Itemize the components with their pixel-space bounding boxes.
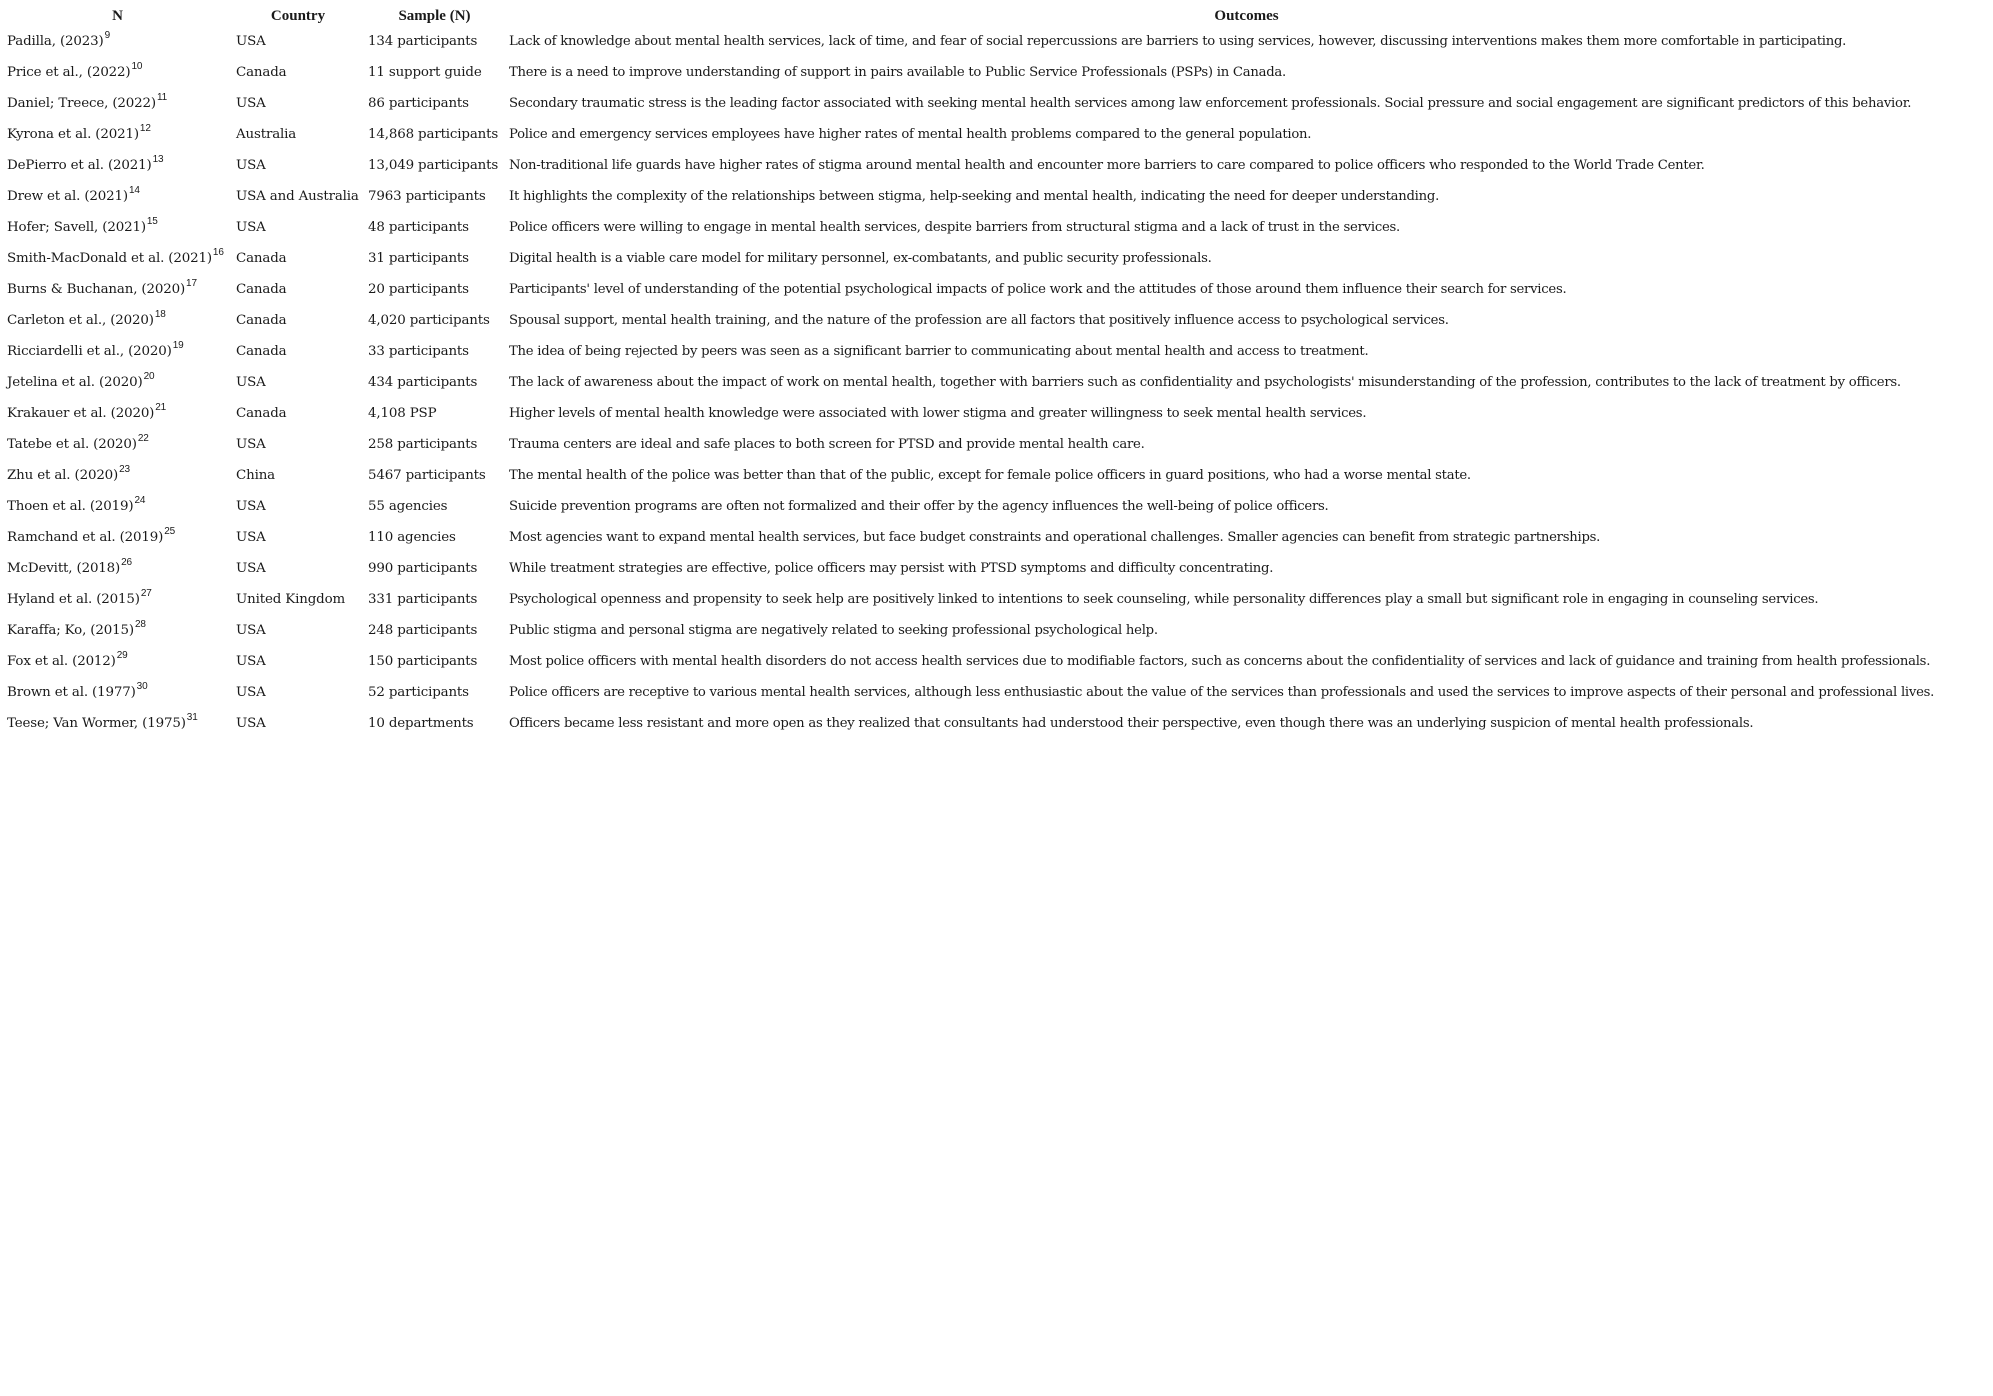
sample-cell: 110 agencies xyxy=(368,530,456,545)
outcome-cell: Digital health is a viable care model for military personnel, ex-combatants, and public security professionals. xyxy=(509,251,1212,266)
reference-number: 31 xyxy=(186,712,198,723)
reference-number: 28 xyxy=(134,619,146,630)
study-name: Price et al., (2022) xyxy=(7,65,131,80)
reference-number: 12 xyxy=(139,123,151,134)
reference-number: 19 xyxy=(172,340,184,351)
study-cell xyxy=(3,553,232,584)
reference-number: 18 xyxy=(154,309,166,320)
reference-number: 20 xyxy=(143,371,155,382)
sample-cell: 11 support guide xyxy=(368,65,482,80)
sample-cell: 258 participants xyxy=(368,437,478,452)
study-name: Burns & Buchanan, (2020) xyxy=(7,282,186,297)
outcome-cell: Participants' level of understanding of the potential psychological impacts of police work and the attitudes of those around them influence their search for services. xyxy=(509,282,1567,297)
study-cell xyxy=(3,274,232,305)
study-name: Ricciardelli et al., (2020) xyxy=(7,344,172,359)
outcome-cell: Public stigma and personal stigma are negatively related to seeking professional psychological help. xyxy=(509,623,1158,638)
country-cell: USA xyxy=(236,561,266,576)
table-row xyxy=(3,491,1988,522)
table-row xyxy=(3,181,1988,212)
sample-cell: 331 participants xyxy=(368,592,478,607)
reference-number: 16 xyxy=(212,247,224,258)
outcome-cell: Secondary traumatic stress is the leading factor associated with seeking mental health services among law enforcement professionals. Social pressure and social engagement are significant predictors of this behavior. xyxy=(509,96,1912,111)
study-cell xyxy=(3,708,232,739)
study-cell xyxy=(3,88,232,119)
country-cell: Canada xyxy=(236,65,287,80)
study-cell xyxy=(3,336,232,367)
reference-number: 25 xyxy=(164,526,176,537)
reference-number: 22 xyxy=(137,433,149,444)
table-row xyxy=(3,646,1988,677)
outcome-cell: There is a need to improve understanding of support in pairs available to Public Service Professionals (PSPs) in Canada. xyxy=(509,65,1286,80)
table-row xyxy=(3,212,1988,243)
country-cell: United Kingdom xyxy=(236,592,346,607)
table-row xyxy=(3,460,1988,491)
study-cell xyxy=(3,646,232,677)
reference-number: 14 xyxy=(128,185,140,196)
study-name: Daniel; Treece, (2022) xyxy=(7,96,156,111)
table-header xyxy=(3,6,1988,26)
country-cell: Canada xyxy=(236,406,287,421)
outcome-cell: While treatment strategies are effective, police officers may persist with PTSD symptoms and difficulty concentrating. xyxy=(509,561,1274,576)
study-name: Kyrona et al. (2021) xyxy=(7,127,139,142)
country-cell: USA and Australia xyxy=(236,189,359,204)
reference-number: 29 xyxy=(116,650,128,661)
reference-number: 21 xyxy=(155,402,167,413)
study-name: DePierro et al. (2021) xyxy=(7,158,152,173)
country-cell: Canada xyxy=(236,251,287,266)
study-cell xyxy=(3,491,232,522)
table-row xyxy=(3,150,1988,181)
table-row xyxy=(3,708,1988,739)
sample-cell: 134 participants xyxy=(368,34,478,49)
country-cell: USA xyxy=(236,220,266,235)
country-cell: USA xyxy=(236,375,266,390)
sample-cell: 14,868 participants xyxy=(368,127,499,142)
outcome-cell: Trauma centers are ideal and safe places to both screen for PTSD and provide mental health care. xyxy=(509,437,1145,452)
table-row xyxy=(3,305,1988,336)
country-cell: USA xyxy=(236,96,266,111)
outcome-cell: Most police officers with mental health disorders do not access health services due to modifiable factors, such as concerns about the confidentiality of services and lack of guidance and training from health professionals. xyxy=(509,654,1931,669)
table-row xyxy=(3,57,1988,88)
country-cell: USA xyxy=(236,654,266,669)
sample-cell: 7963 participants xyxy=(368,189,486,204)
country-cell: USA xyxy=(236,158,266,173)
study-cell xyxy=(3,677,232,708)
table-row xyxy=(3,429,1988,460)
outcome-cell: The mental health of the police was better than that of the public, except for female police officers in guard positions, who had a worse mental state. xyxy=(509,468,1471,483)
country-cell: Canada xyxy=(236,313,287,328)
table-row xyxy=(3,243,1988,274)
study-name: Karaffa; Ko, (2015) xyxy=(7,623,134,638)
study-cell xyxy=(3,26,232,57)
outcome-cell: Spousal support, mental health training, and the nature of the profession are all factors that positively influence access to psychological services. xyxy=(509,313,1449,328)
study-cell xyxy=(3,584,232,615)
reference-number: 11 xyxy=(156,92,168,103)
study-name: Zhu et al. (2020) xyxy=(7,468,119,483)
study-name: Smith-MacDonald et al. (2021) xyxy=(7,251,212,266)
outcome-cell: Police officers were willing to engage in mental health services, despite barriers from structural stigma and a lack of trust in the services. xyxy=(509,220,1400,235)
sample-cell: 4,020 participants xyxy=(368,313,490,328)
sample-cell: 150 participants xyxy=(368,654,478,669)
outcome-cell: The idea of being rejected by peers was seen as a significant barrier to communicating about mental health and access to treatment. xyxy=(509,344,1369,359)
header-row xyxy=(3,6,1988,26)
table-row xyxy=(3,615,1988,646)
study-cell xyxy=(3,212,232,243)
study-cell xyxy=(3,181,232,212)
outcome-cell: Higher levels of mental health knowledge were associated with lower stigma and greater willingness to seek mental health services. xyxy=(509,406,1367,421)
table-row xyxy=(3,398,1988,429)
reference-number: 30 xyxy=(136,681,148,692)
country-cell: USA xyxy=(236,623,266,638)
study-name: Hofer; Savell, (2021) xyxy=(7,220,146,235)
outcome-cell: Non-traditional life guards have higher rates of stigma around mental health and encounter more barriers to care compared to police officers who responded to the World Trade Center. xyxy=(509,158,1705,173)
reference-number: 9 xyxy=(104,30,111,41)
outcome-cell: It highlights the complexity of the relationships between stigma, help-seeking and mental health, indicating the need for deeper understanding. xyxy=(509,189,1440,204)
country-cell: USA xyxy=(236,716,266,731)
sample-cell: 52 participants xyxy=(368,685,469,700)
study-name: Teese; Van Wormer, (1975) xyxy=(7,716,186,731)
table-row xyxy=(3,584,1988,615)
sample-cell: 48 participants xyxy=(368,220,469,235)
country-cell: USA xyxy=(236,530,266,545)
header-country: Country xyxy=(270,7,326,24)
study-name: Krakauer et al. (2020) xyxy=(7,406,155,421)
reference-number: 26 xyxy=(121,557,132,568)
study-cell xyxy=(3,57,232,88)
reference-number: 10 xyxy=(131,61,143,72)
reference-number: 15 xyxy=(146,216,158,227)
study-cell xyxy=(3,367,232,398)
outcome-cell: Officers became less resistant and more open as they realized that consultants had understood their perspective, even though there was an underlying suspicion of mental health professionals. xyxy=(509,716,1754,731)
header-sample: Sample (N) xyxy=(398,7,471,24)
study-cell xyxy=(3,119,232,150)
outcome-cell: Psychological openness and propensity to seek help are positively linked to intentions to seek counseling, while personality differences play a small but significant role in engaging in counseling services. xyxy=(509,592,1819,607)
header-n: N xyxy=(112,7,123,24)
sample-cell: 10 departments xyxy=(368,716,474,731)
study-name: Thoen et al. (2019) xyxy=(7,499,134,514)
table-row xyxy=(3,553,1988,584)
sample-cell: 13,049 participants xyxy=(368,158,499,173)
outcome-cell: Suicide prevention programs are often not formalized and their offer by the agency influences the well-being of police officers. xyxy=(509,499,1329,514)
country-cell: Canada xyxy=(236,344,287,359)
table-row xyxy=(3,119,1988,150)
study-name: Drew et al. (2021) xyxy=(7,189,128,204)
study-name: Jetelina et al. (2020) xyxy=(7,375,143,390)
study-name: Ramchand et al. (2019) xyxy=(7,530,164,545)
country-cell: China xyxy=(236,468,276,483)
header-outcomes: Outcomes xyxy=(1214,7,1279,24)
country-cell: USA xyxy=(236,437,266,452)
study-cell xyxy=(3,429,232,460)
table-body xyxy=(3,26,1988,739)
sample-cell: 55 agencies xyxy=(368,499,448,514)
country-cell: USA xyxy=(236,685,266,700)
reference-number: 17 xyxy=(186,278,197,289)
reference-number: 24 xyxy=(134,495,146,506)
sample-cell: 31 participants xyxy=(368,251,469,266)
study-cell xyxy=(3,305,232,336)
reference-number: 13 xyxy=(152,154,164,165)
reference-number: 27 xyxy=(140,588,152,599)
outcome-cell: Police officers are receptive to various mental health services, although less enthusiastic about the value of the services than professionals and used the services to improve aspects of their personal and professional lives. xyxy=(509,685,1935,700)
table-row xyxy=(3,26,1988,57)
sample-cell: 4,108 PSP xyxy=(368,406,437,421)
sample-cell: 5467 participants xyxy=(368,468,486,483)
study-cell xyxy=(3,615,232,646)
country-cell: USA xyxy=(236,34,266,49)
country-cell: Australia xyxy=(236,127,297,142)
study-name: Tatebe et al. (2020) xyxy=(7,437,137,452)
sample-cell: 86 participants xyxy=(368,96,469,111)
study-cell xyxy=(3,460,232,491)
study-name: Carleton et al., (2020) xyxy=(7,313,154,328)
study-name: McDevitt, (2018) xyxy=(7,561,121,576)
outcome-cell: Most agencies want to expand mental health services, but face budget constraints and operational challenges. Smaller agencies can benefit from strategic partnerships. xyxy=(509,530,1601,545)
country-cell: Canada xyxy=(236,282,287,297)
study-name: Fox et al. (2012) xyxy=(7,654,116,669)
table-row xyxy=(3,677,1988,708)
sample-cell: 990 participants xyxy=(368,561,478,576)
study-cell xyxy=(3,150,232,181)
results-table xyxy=(3,6,1988,739)
table-row xyxy=(3,336,1988,367)
study-cell xyxy=(3,398,232,429)
study-cell xyxy=(3,522,232,553)
sample-cell: 33 participants xyxy=(368,344,469,359)
reference-number: 23 xyxy=(119,464,130,475)
study-name: Brown et al. (1977) xyxy=(7,685,136,700)
table-row xyxy=(3,88,1988,119)
sample-cell: 20 participants xyxy=(368,282,469,297)
study-name: Padilla, (2023) xyxy=(7,34,104,49)
sample-cell: 434 participants xyxy=(368,375,478,390)
table-row xyxy=(3,522,1988,553)
study-cell xyxy=(3,243,232,274)
outcome-cell: The lack of awareness about the impact of work on mental health, together with barriers such as confidentiality and psychologists' misunderstanding of the profession, contributes to the lack of treatment by officers. xyxy=(509,375,1901,390)
country-cell: USA xyxy=(236,499,266,514)
sample-cell: 248 participants xyxy=(368,623,478,638)
outcome-cell: Police and emergency services employees have higher rates of mental health problems compared to the general population. xyxy=(509,127,1312,142)
table-row xyxy=(3,274,1988,305)
outcome-cell: Lack of knowledge about mental health services, lack of time, and fear of social repercussions are barriers to using services, however, discussing interventions makes them more comfortable in participating. xyxy=(509,34,1847,49)
study-name: Hyland et al. (2015) xyxy=(7,592,140,607)
table-row xyxy=(3,367,1988,398)
